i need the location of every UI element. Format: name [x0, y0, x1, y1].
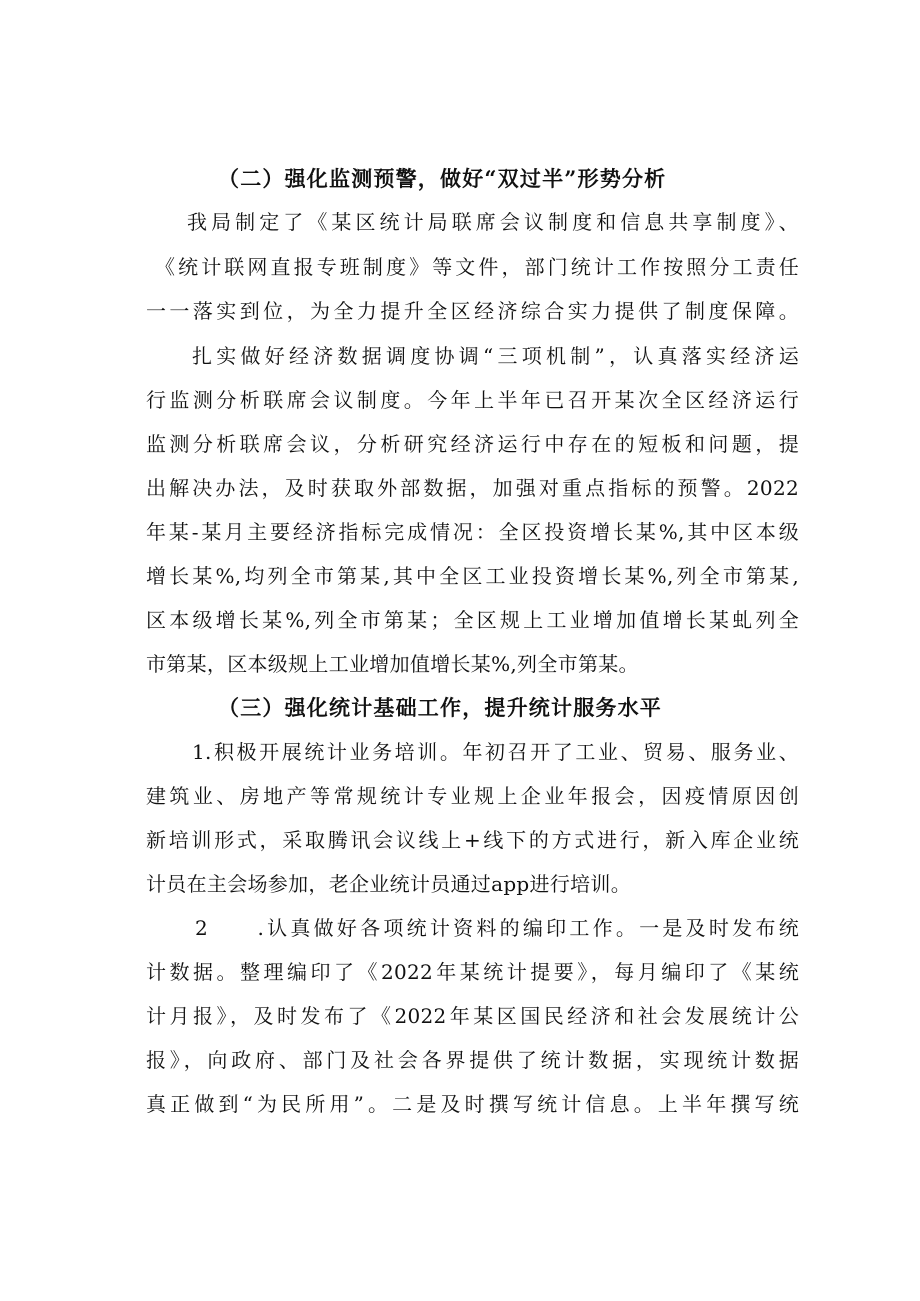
text-line: 计数据。整理编印了《2022年某统计提要》，每月编印了《某统 [146, 960, 799, 984]
text-line: 真正做到“为民所用”。二是及时撰写统计信息。上半年撰写统 [146, 1092, 799, 1116]
text-line: 年某-某月主要经济指标完成情况：全区投资增长某%,其中区本级 [146, 520, 799, 544]
text-line: 报》，向政府、部门及社会各界提供了统计数据，实现统计数据 [146, 1048, 799, 1072]
text-line: 计月报》，及时发布了《2022年某区国民经济和社会发展统计公 [146, 1004, 799, 1028]
text-line: 监测分析联席会议，分析研究经济运行中存在的短板和问题，提 [146, 432, 799, 456]
text-line: 区本级增长某%,列全市第某；全区规上工业增加值增长某虬列全 [146, 608, 799, 632]
text-line: 新培训形式，采取腾讯会议线上+线下的方式进行，新入库企业统 [146, 828, 799, 852]
text-line: 一一落实到位，为全力提升全区经济综合实力提供了制度保障。 [146, 299, 799, 323]
text-line: 我局制定了《某区统计局联席会议制度和信息共享制度》、 [187, 210, 799, 234]
text-line: 建筑业、房地产等常规统计专业规上企业年报会，因疫情原因创 [146, 784, 799, 808]
text-line: 《统计联网直报专班制度》等文件，部门统计工作按照分工责任 [155, 255, 799, 279]
text-line: 2 .认真做好各项统计资料的编印工作。一是及时发布统 [195, 916, 799, 940]
text-line: 出解决办法，及时获取外部数据，加强对重点指标的预警。2022 [146, 476, 799, 500]
text-line: 1.积极开展统计业务培训。年初召开了工业、贸易、服务业、 [192, 740, 799, 764]
text-line: 扎实做好经济数据调度协调“三项机制”，认真落实经济运 [192, 344, 799, 368]
text-line: 增长某%,均列全市第某,其中全区工业投资增长某%,列全市第某, [146, 564, 799, 588]
section-heading-2: （二）强化监测预警，做好“双过半”形势分析 [218, 166, 667, 191]
text-line: 行监测分析联席会议制度。今年上半年已召开某次全区经济运行 [146, 388, 799, 412]
text-line: 计员在主会场参加，老企业统计员通过app进行培训。 [146, 872, 632, 896]
text-line: 市第某，区本级规上工业增加值增长某%,列全市第某。 [146, 652, 639, 676]
section-heading-3: （三）强化统计基础工作，提升统计服务水平 [218, 695, 662, 720]
